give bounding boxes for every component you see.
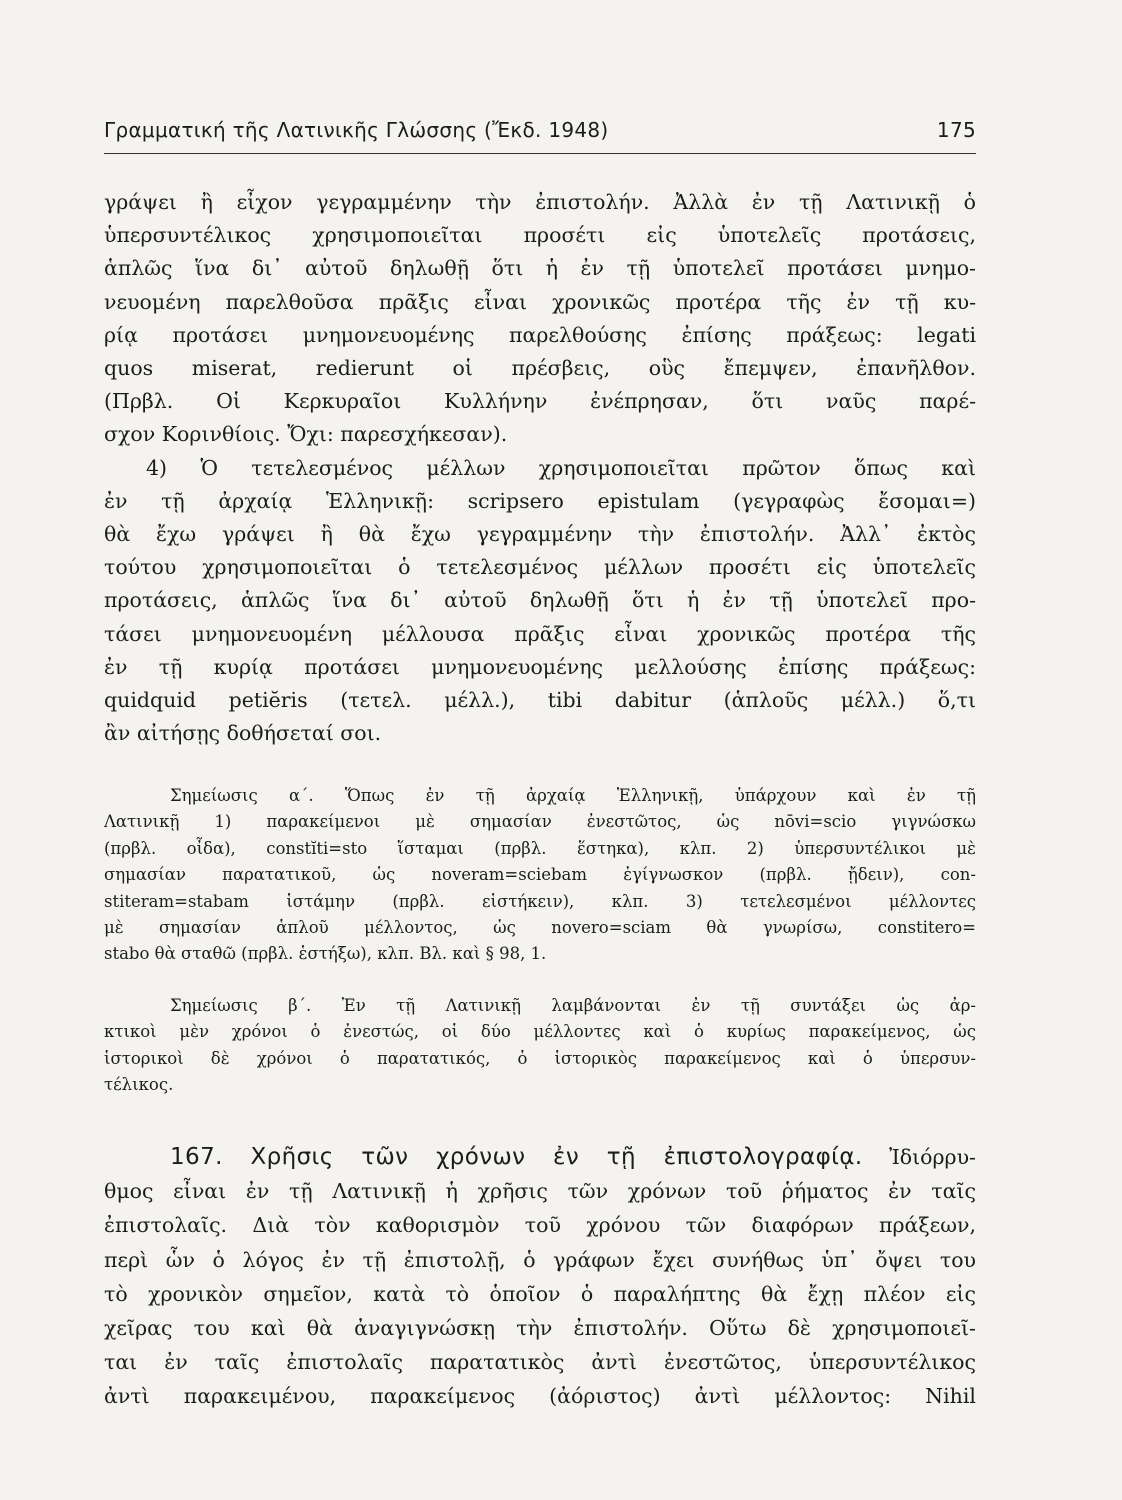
- note-line: (πρβλ. οἶδα), constĭti=sto ἵσταμαι (πρβλ. ἕστηκα), κλπ. 2) ὑπερσυντέλικοι μὲ: [104, 838, 976, 858]
- note-alpha: [104, 783, 976, 968]
- note-line: stiteram=stabam ἱστάμην (πρβλ. εἱστήκειν), κλπ. 3) τετελεσμένοι μέλλοντες: [104, 891, 976, 911]
- text-line: σχον Κορινθίοις. Ὄχι: παρεσχήκεσαν).: [104, 422, 508, 447]
- note-line: κτικοὶ μὲν χρόνοι ὁ ἐνεστώς, οἱ δύο μέλλοντες καὶ ὁ κυρίως παρακείμενος, ὡς: [104, 1022, 976, 1042]
- section-line: ἀντὶ παρακειμένου, παρακείμενος (ἀόριστος) ἀντὶ μέλλοντος: Nihil: [104, 1384, 976, 1409]
- main-text: [104, 186, 976, 750]
- note-line: Λατινικῇ 1) παρακείμενοι μὲ σημασίαν ἐνεστῶτος, ὡς nōvi=scio γιγνώσκω: [104, 812, 976, 832]
- page-number: 175: [936, 118, 976, 142]
- section-title: 167. Χρῆσις τῶν χρόνων ἐν τῇ ἐπιστολογραφίᾳ.: [170, 1144, 863, 1170]
- text-line: ἐν τῇ κυρίᾳ προτάσει μνημονευομένης μελλούσης ἐπίσης πράξεως:: [104, 654, 976, 679]
- text-line: τάσει μνημονευομένη μέλλουσα πρᾶξις εἶναι χρονικῶς προτέρα τῆς: [104, 621, 976, 646]
- note-beta: [104, 993, 976, 1099]
- header-title: Γραμματική τῆς Λατινικῆς Γλώσσης (Ἔκδ. 1948): [104, 118, 609, 142]
- text-line: quos miserat, redierunt οἱ πρέσβεις, οὓς ἔπεμψεν, ἐπανῆλθον.: [104, 356, 976, 381]
- note-line: μὲ σημασίαν ἁπλοῦ μέλλοντος, ὡς novero=sciam θὰ γνωρίσω, constitero=: [104, 918, 976, 938]
- text-line: προτάσεις, ἁπλῶς ἵνα δι᾿ αὐτοῦ δηλωθῇ ὅτι ἡ ἐν τῇ ὑποτελεῖ προ-: [104, 588, 976, 613]
- text-line: ἂν αἰτήσῃς δοθήσεταί σοι.: [104, 721, 382, 746]
- text-line: ρίᾳ προτάσει μνημονευομένης παρελθούσης ἐπίσης πράξεως: legati: [104, 322, 976, 347]
- running-header: [104, 118, 976, 142]
- section-line: ἐπιστολαῖς. Διὰ τὸν καθορισμὸν τοῦ χρόνου τῶν διαφόρων πράξεων,: [104, 1213, 976, 1238]
- note-line: stabo θὰ σταθῶ (πρβλ. ἑστήξω), κλπ. Βλ. καὶ § 98, 1.: [104, 944, 547, 964]
- section-167: [104, 1140, 976, 1414]
- note-line: σημασίαν παρατατικοῦ, ὡς noveram=sciebam ἐγίγνωσκον (πρβλ. ᾔδειν), con-: [104, 865, 976, 885]
- section-heading-line: [104, 1140, 976, 1174]
- section-line: τὸ χρονικὸν σημεῖον, κατὰ τὸ ὁποῖον ὁ παραλήπτης θὰ ἔχῃ πλέον εἰς: [104, 1281, 976, 1306]
- note-line: ἱστορικοὶ δὲ χρόνοι ὁ παρατατικός, ὁ ἱστορικὸς παρακείμενος καὶ ὁ ὑπερσυν-: [104, 1048, 976, 1068]
- text-line: quidquid petiĕris (τετελ. μέλλ.), tibi dabitur (ἁπλοῦς μέλλ.) ὅ,τι: [104, 688, 976, 713]
- section-line: ται ἐν ταῖς ἐπιστολαῖς παρατατικὸς ἀντὶ ἐνεστῶτος, ὑπερσυντέλικος: [104, 1350, 976, 1375]
- text-line: ἁπλῶς ἵνα δι᾿ αὐτοῦ δηλωθῇ ὅτι ἡ ἐν τῇ ὑποτελεῖ προτάσει μνημο-: [104, 256, 976, 281]
- text-line: ὑπερσυντέλικος χρησιμοποιεῖται προσέτι εἰς ὑποτελεῖς προτάσεις,: [104, 223, 976, 248]
- header-rule: [104, 153, 976, 154]
- text-line: 4) Ὁ τετελεσμένος μέλλων χρησιμοποιεῖται πρῶτον ὅπως καὶ: [146, 455, 976, 480]
- text-line: τούτου χρησιμοποιεῖται ὁ τετελεσμένος μέλλων προσέτι εἰς ὑποτελεῖς: [104, 555, 976, 580]
- section-first-line-rest: Ἰδιόρρυ-: [889, 1145, 976, 1169]
- note-line: Σημείωσις α΄. Ὅπως ἐν τῇ ἀρχαίᾳ Ἑλληνικῇ, ὑπάρχουν καὶ ἐν τῇ: [170, 786, 976, 805]
- text-line: γράψει ἢ εἶχον γεγραμμένην τὴν ἐπιστολήν. Ἀλλὰ ἐν τῇ Λατινικῇ ὁ: [104, 190, 976, 214]
- text-line: θὰ ἔχω γράψει ἢ θὰ ἔχω γεγραμμένην τὴν ἐπιστολήν. Ἀλλ᾿ ἐκτὸς: [104, 522, 976, 547]
- book-page: [104, 0, 976, 1500]
- section-line: χεῖρας του καὶ θὰ ἀναγιγνώσκῃ τὴν ἐπιστολήν. Οὕτω δὲ χρησιμοποιεῖ-: [104, 1316, 976, 1341]
- section-line: θμος εἶναι ἐν τῇ Λατινικῇ ἡ χρῆσις τῶν χρόνων τοῦ ῥήματος ἐν ταῖς: [104, 1179, 976, 1204]
- text-line: ἐν τῇ ἀρχαίᾳ Ἑλληνικῇ: scripsero epistulam (γεγραφὼς ἔσομαι=): [104, 488, 976, 513]
- text-line: (Πρβλ. Οἱ Κερκυραῖοι Κυλλήνην ἐνέπρησαν, ὅτι ναῦς παρέ-: [104, 389, 976, 414]
- text-line: νευομένη παρελθοῦσα πρᾶξις εἶναι χρονικῶς προτέρα τῆς ἐν τῇ κυ-: [104, 289, 976, 314]
- note-line: τέλικος.: [104, 1075, 174, 1095]
- section-line: περὶ ὧν ὁ λόγος ἐν τῇ ἐπιστολῇ, ὁ γράφων ἔχει συνήθως ὑπ᾿ ὄψει του: [104, 1247, 976, 1272]
- note-line: Σημείωσις β΄. Ἐν τῇ Λατινικῇ λαμβάνονται ἐν τῇ συντάξει ὡς ἀρ-: [170, 996, 976, 1015]
